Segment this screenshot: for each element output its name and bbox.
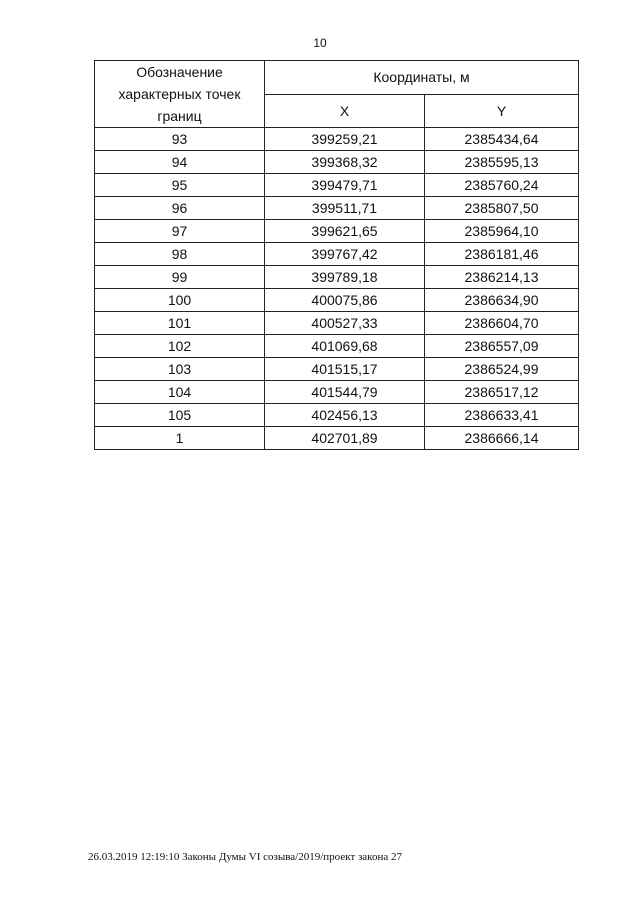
cell-point: 93 — [95, 128, 265, 151]
cell-point: 96 — [95, 197, 265, 220]
table-row — [95, 128, 579, 151]
cell-y: 2386517,12 — [425, 381, 579, 404]
cell-point: 97 — [95, 220, 265, 243]
page-number: 10 — [313, 36, 327, 50]
header-designation: Обозначение характерных точек границ — [95, 61, 265, 128]
cell-y: 2386214,13 — [425, 266, 579, 289]
cell-x: 402456,13 — [265, 404, 425, 427]
cell-y: 2386524,99 — [425, 358, 579, 381]
coordinates-table — [94, 60, 579, 450]
cell-x: 399767,42 — [265, 243, 425, 266]
cell-point: 98 — [95, 243, 265, 266]
header-y: Y — [425, 94, 579, 128]
cell-x: 399621,65 — [265, 220, 425, 243]
table-row — [95, 197, 579, 220]
cell-x: 399259,21 — [265, 128, 425, 151]
cell-x: 400075,86 — [265, 289, 425, 312]
table-header — [95, 61, 579, 128]
table-row — [95, 151, 579, 174]
cell-x: 401069,68 — [265, 335, 425, 358]
cell-point: 100 — [95, 289, 265, 312]
cell-point: 104 — [95, 381, 265, 404]
table-row — [95, 427, 579, 450]
cell-x: 401515,17 — [265, 358, 425, 381]
cell-y: 2386181,46 — [425, 243, 579, 266]
footer-stamp: 26.03.2019 12:19:10 Законы Думы VI созыва/2019/проект закона 27 — [88, 851, 402, 863]
table-row — [95, 266, 579, 289]
cell-point: 102 — [95, 335, 265, 358]
cell-y: 2385595,13 — [425, 151, 579, 174]
cell-point: 94 — [95, 151, 265, 174]
cell-point: 105 — [95, 404, 265, 427]
header-coordinates: Координаты, м — [265, 61, 579, 95]
cell-x: 400527,33 — [265, 312, 425, 335]
cell-x: 399479,71 — [265, 174, 425, 197]
cell-y: 2386633,41 — [425, 404, 579, 427]
cell-y: 2386604,70 — [425, 312, 579, 335]
table-row — [95, 358, 579, 381]
table-row — [95, 243, 579, 266]
cell-x: 401544,79 — [265, 381, 425, 404]
table-row — [95, 220, 579, 243]
header-x: X — [265, 94, 425, 128]
table-row — [95, 312, 579, 335]
cell-y: 2386634,90 — [425, 289, 579, 312]
cell-x: 399789,18 — [265, 266, 425, 289]
table-row — [95, 335, 579, 358]
table-row — [95, 404, 579, 427]
cell-point: 95 — [95, 174, 265, 197]
cell-x: 399368,32 — [265, 151, 425, 174]
cell-y: 2385964,10 — [425, 220, 579, 243]
cell-y: 2386666,14 — [425, 427, 579, 450]
cell-x: 399511,71 — [265, 197, 425, 220]
cell-y: 2385760,24 — [425, 174, 579, 197]
cell-point: 99 — [95, 266, 265, 289]
table-row — [95, 381, 579, 404]
cell-x: 402701,89 — [265, 427, 425, 450]
cell-point: 1 — [95, 427, 265, 450]
cell-y: 2385434,64 — [425, 128, 579, 151]
cell-point: 101 — [95, 312, 265, 335]
cell-point: 103 — [95, 358, 265, 381]
cell-y: 2385807,50 — [425, 197, 579, 220]
table-body — [95, 128, 579, 450]
table-row — [95, 289, 579, 312]
cell-y: 2386557,09 — [425, 335, 579, 358]
table-row — [95, 174, 579, 197]
